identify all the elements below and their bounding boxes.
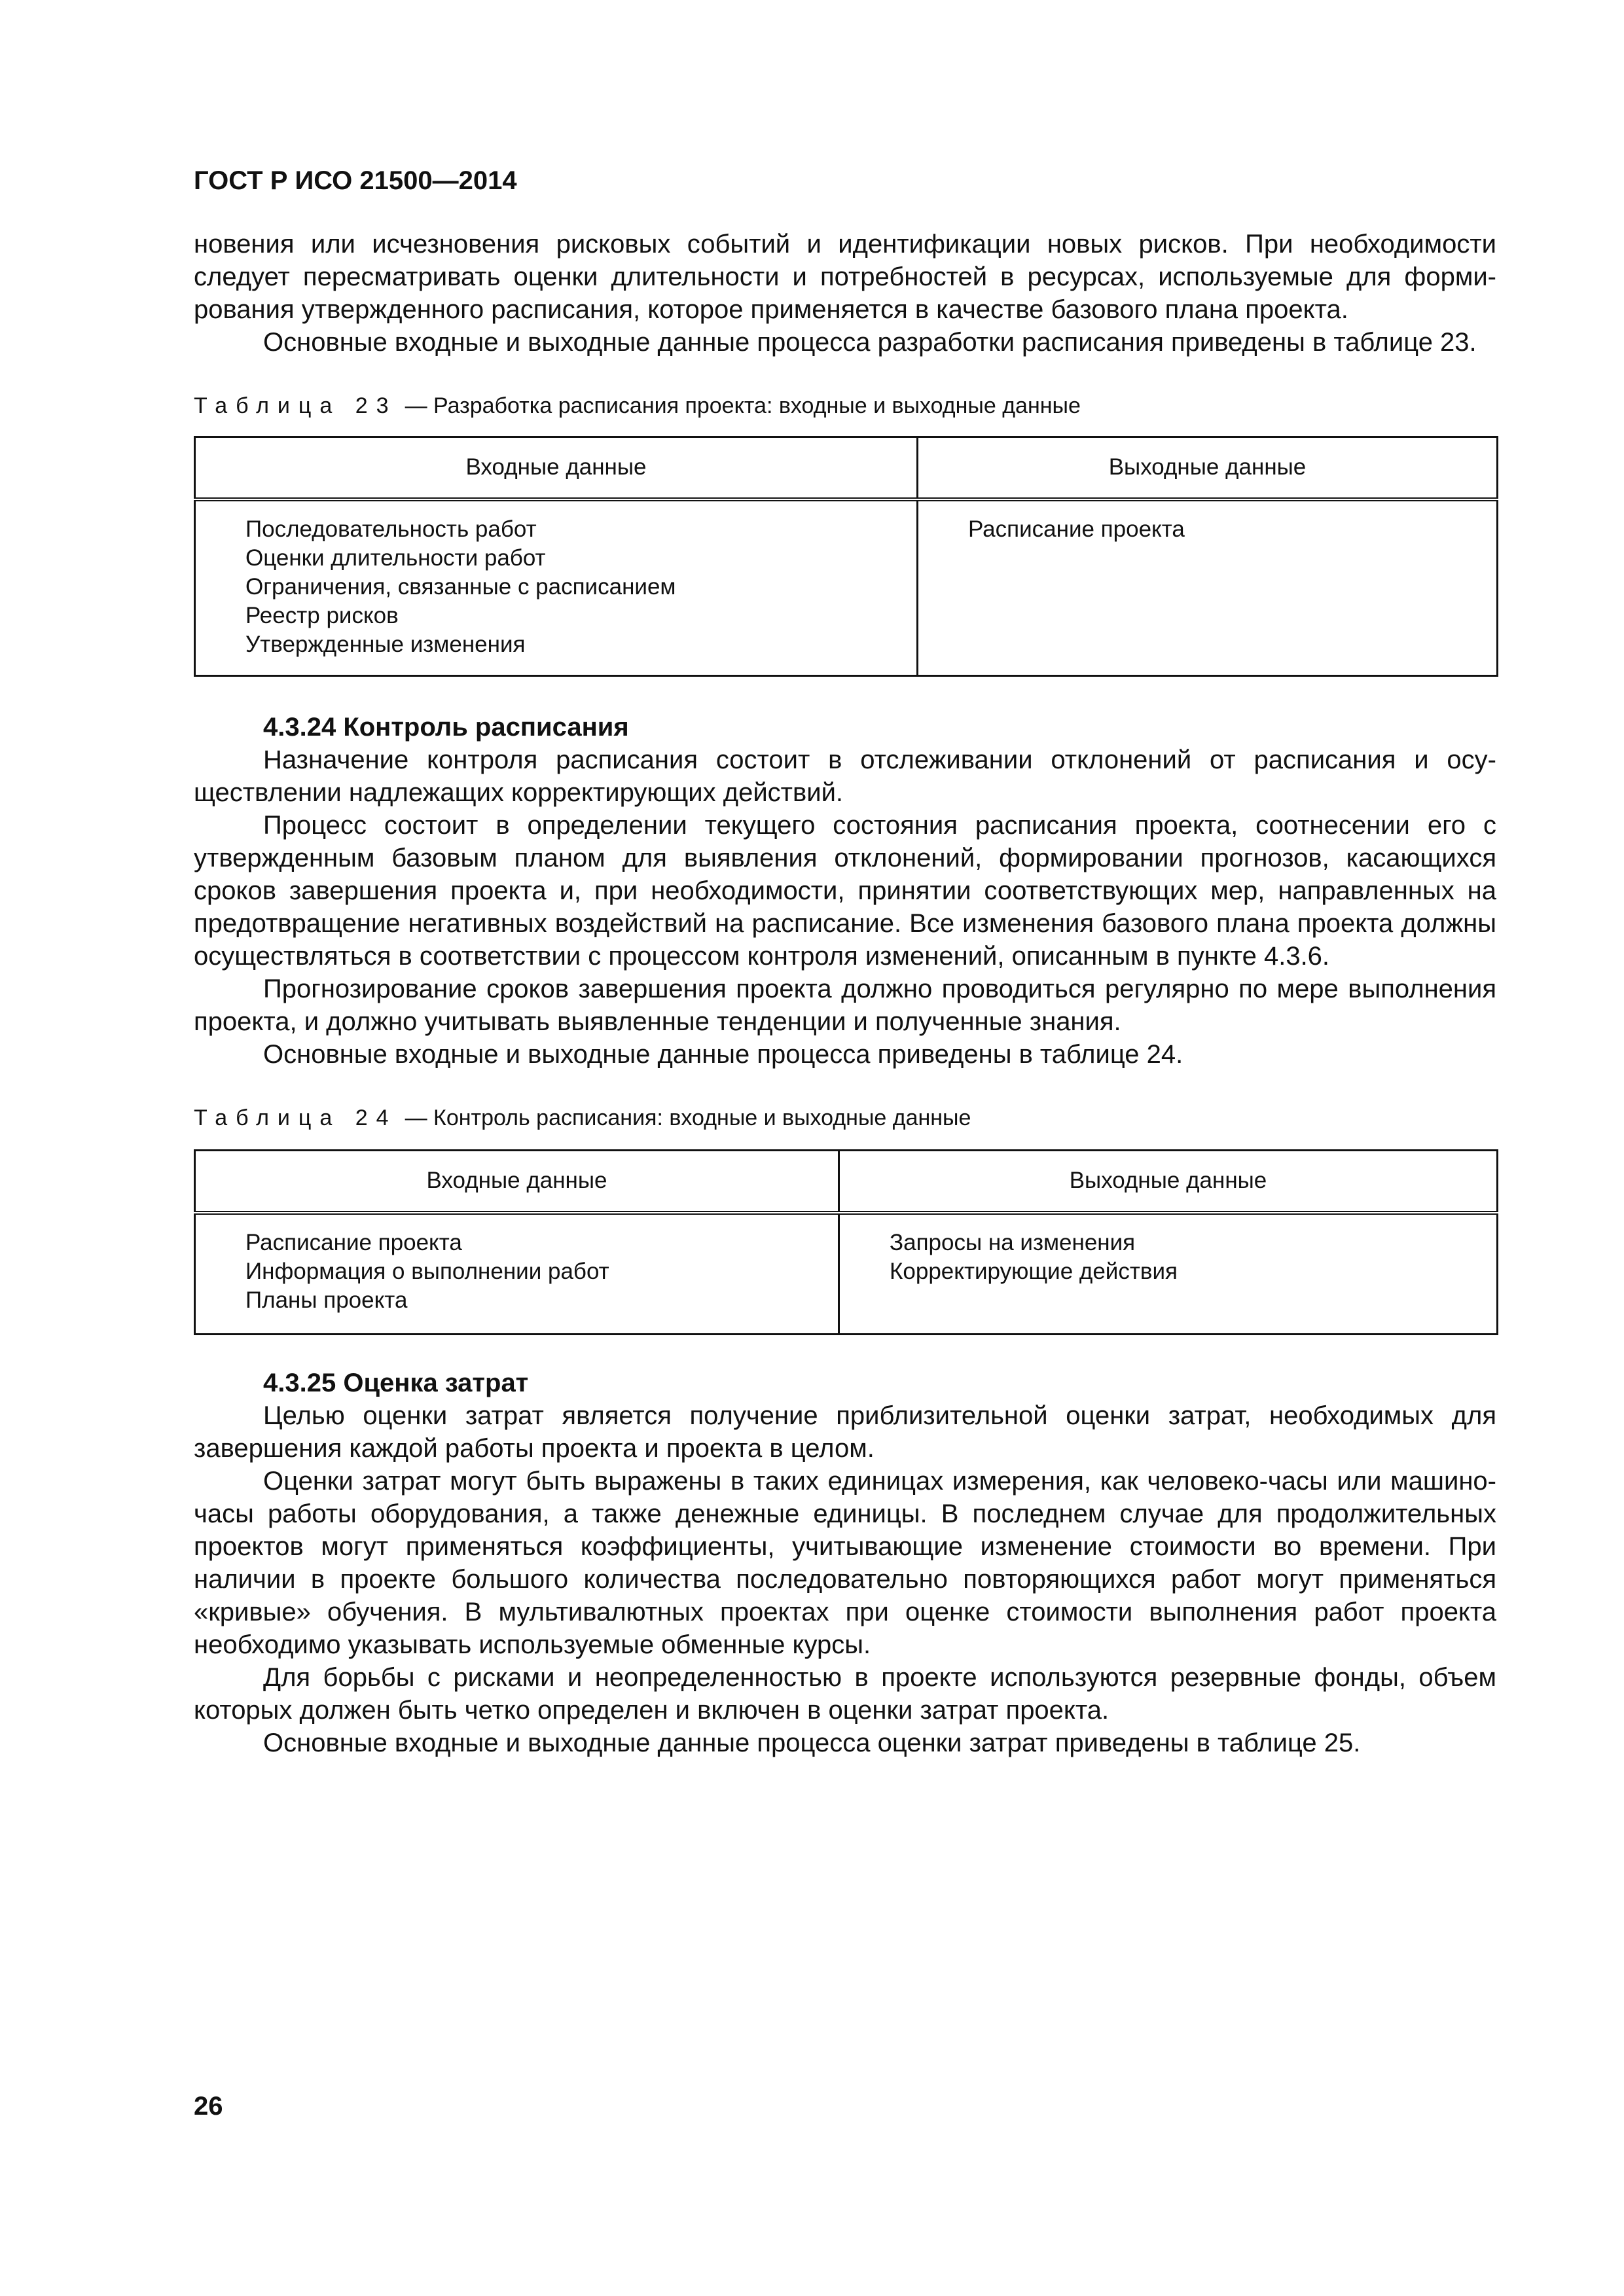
intro-block bbox=[194, 228, 1496, 359]
paragraph: новения или исчезновения рисковых событий и идентификации новых рисков. При необходимости следует пересматривать оценки длительности и потребностей в ресурсах, используемые для формирования утвержденного расписания, которое применяется в качестве базового плана проекта. bbox=[194, 230, 1496, 324]
table-23-inputs-cell bbox=[195, 499, 918, 676]
paragraph: Для борьбы с рисками и неопределенностью в проекте используются резервные фонды, объем которых должен быть четко определен и включен в оценки затрат проекта. bbox=[194, 1663, 1496, 1725]
table-23 bbox=[194, 436, 1498, 677]
table-23-title: — Разработка расписания проекта: входные и выходные данные bbox=[405, 393, 1081, 418]
paragraph: Основные входные и выходные данные процесса приведены в таблице 24. bbox=[263, 1040, 1183, 1069]
list-item: Информация о выполнении работ bbox=[245, 1258, 609, 1284]
list-item: Реестр рисков bbox=[245, 602, 399, 628]
paragraph: Процесс состоит в определении текущего состояния расписания проекта, соотнесении его с утвержденным базовым планом для выявления отклонений, формировании прогнозов, касающихся сроков завершения проекта и, при необходимости, принятии соответствующих мер, направленных на предотвращение негативных воздействий на расписание. Все изменения базового плана проекта должны осуществляться в соответствии с процессом контроля изменений, описанным в пункте 4.3.6. bbox=[194, 811, 1496, 971]
paragraph: Основные входные и выходные данные процесса оценки затрат приведены в таблице 25. bbox=[263, 1729, 1361, 1757]
section-heading: 4.3.25 Оценка затрат bbox=[263, 1369, 529, 1397]
list-item: Ограничения, связанные с расписанием bbox=[245, 573, 676, 600]
table-23-col-outputs: Выходные данные bbox=[918, 437, 1498, 499]
table-24-col-inputs: Входные данные bbox=[195, 1151, 839, 1213]
list-item: Корректирующие действия bbox=[890, 1258, 1178, 1284]
table-24-label: Таблица 24 bbox=[194, 1105, 397, 1130]
section-heading: 4.3.24 Контроль расписания bbox=[263, 713, 629, 742]
paragraph: Прогнозирование сроков завершения проекта должно проводиться регулярно по мере выполнения проекта, и должно учитывать выявленные тенденции и полученные знания. bbox=[194, 975, 1496, 1036]
section-4-3-25 bbox=[194, 1367, 1496, 1759]
list-item: Планы проекта bbox=[245, 1287, 408, 1313]
table-23-outputs-cell bbox=[918, 499, 1498, 676]
table-24 bbox=[194, 1149, 1498, 1335]
list-item: Расписание проекта bbox=[245, 1229, 462, 1255]
table-23-caption bbox=[194, 393, 1081, 419]
table-24-inputs-cell bbox=[195, 1213, 839, 1335]
table-24-title: — Контроль расписания: входные и выходные данные bbox=[405, 1105, 971, 1130]
table-23-label: Таблица 23 bbox=[194, 393, 397, 418]
paragraph: Основные входные и выходные данные процесса разработки расписания приведены в таблице 23. bbox=[263, 328, 1477, 357]
section-4-3-24 bbox=[194, 711, 1496, 1071]
table-24-outputs-cell bbox=[839, 1213, 1498, 1335]
table-24-col-outputs: Выходные данные bbox=[839, 1151, 1498, 1213]
list-item: Расписание проекта bbox=[968, 516, 1185, 542]
paragraph: Оценки затрат могут быть выражены в таких единицах измерения, как человеко-часы или машино-часы работы оборудования, а также денежные единицы. В последнем случае для продолжительных проектов могут применяться коэффициенты, учитывающие изменение стоимости во времени. При наличии в проекте большого количества последовательно повторяющихся работ могут применяться «кривые» обучения. В мультивалютных проектах при оценке стоимости выполнения работ проекта необходимо указывать используемые обменные курсы. bbox=[194, 1467, 1496, 1659]
table-24-caption bbox=[194, 1105, 971, 1131]
list-item: Утвержденные изменения bbox=[245, 631, 526, 657]
paragraph: Назначение контроля расписания состоит в отслеживании отклонений от расписания и осуществлении надлежащих корректирующих действий. bbox=[194, 745, 1496, 807]
page-number: 26 bbox=[194, 2092, 223, 2121]
table-23-col-inputs: Входные данные bbox=[195, 437, 918, 499]
paragraph: Целью оценки затрат является получение приблизительной оценки затрат, необходимых для завершения каждой работы проекта и проекта в целом. bbox=[194, 1401, 1496, 1463]
list-item: Запросы на изменения bbox=[890, 1229, 1136, 1255]
list-item: Оценки длительности работ bbox=[245, 545, 546, 571]
document-header: ГОСТ Р ИСО 21500—2014 bbox=[194, 166, 517, 195]
list-item: Последовательность работ bbox=[245, 516, 537, 542]
